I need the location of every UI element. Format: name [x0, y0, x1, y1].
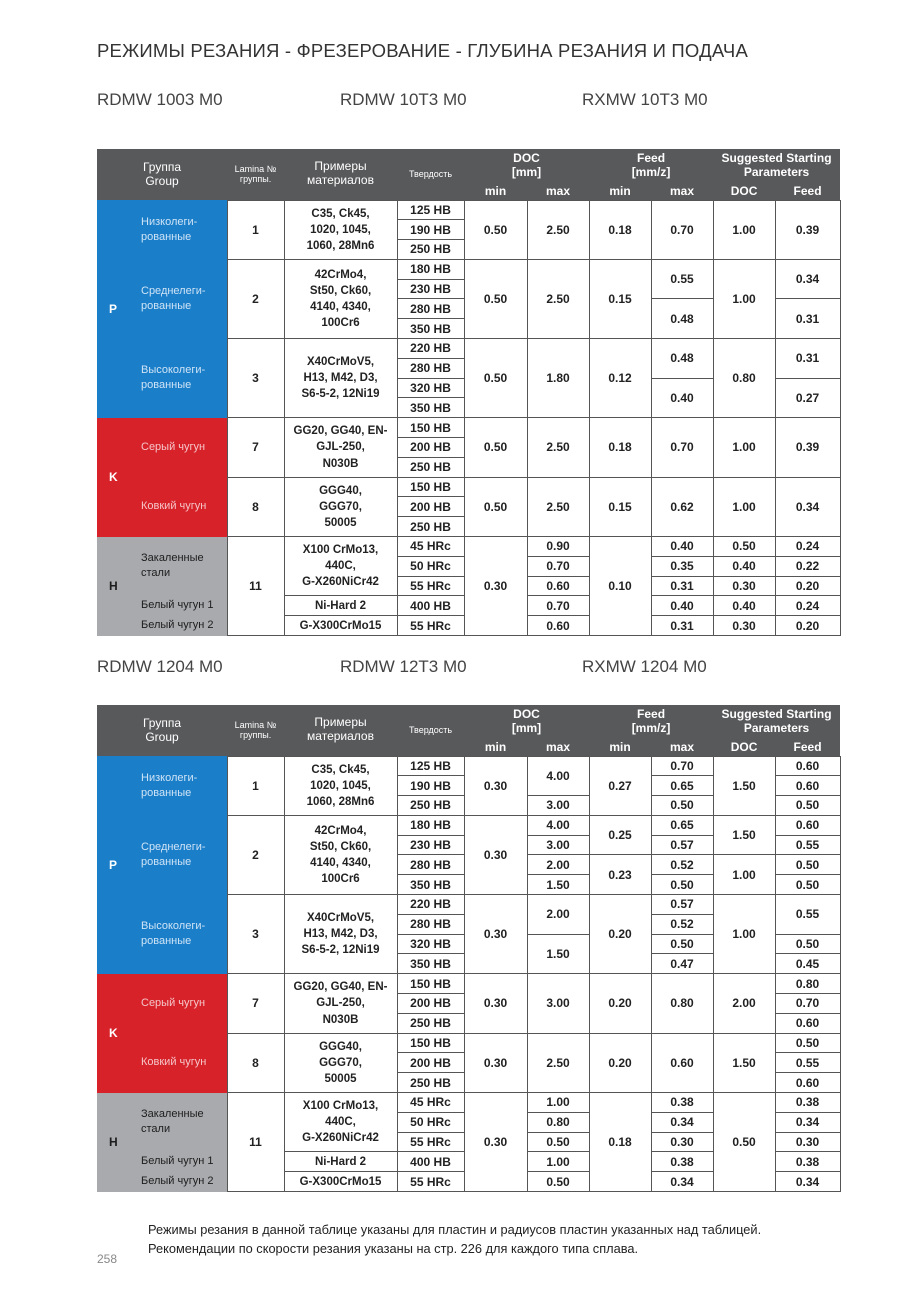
hardness: 125 HB [397, 756, 464, 776]
group-name: Закаленные стали [134, 537, 227, 596]
suggested-feed: 0.20 [775, 576, 840, 596]
suggested-doc: 0.30 [713, 576, 775, 596]
table-row [97, 537, 840, 557]
header-group: Группа Group [97, 705, 227, 756]
doc-max: 1.80 [527, 339, 589, 418]
table-row [97, 259, 840, 279]
table-row [97, 756, 840, 776]
hardness: 250 HB [397, 240, 464, 260]
group-letter: P [97, 200, 134, 418]
hardness: 280 HB [397, 299, 464, 319]
hardness: 125 HB [397, 200, 464, 220]
material-examples: G-X300CrMo15 [284, 1172, 397, 1192]
material-examples: GGG40, GGG70, 50005 [284, 477, 397, 536]
hardness: 250 HB [397, 1013, 464, 1033]
feed-min: 0.20 [589, 895, 651, 974]
group-name: Серый чугун [134, 974, 227, 1033]
lamina-number: 7 [227, 418, 284, 477]
material-examples: GG20, GG40, EN- GJL-250, N030B [284, 418, 397, 477]
lamina-number: 3 [227, 895, 284, 974]
suggested-doc: 1.00 [713, 200, 775, 259]
lamina-number: 2 [227, 259, 284, 338]
doc-min: 0.50 [464, 418, 527, 477]
suggested-feed: 0.38 [775, 1152, 840, 1172]
material-examples: X100 CrMo13, 440C, G-X260NiCr42 [284, 1093, 397, 1152]
suggested-doc: 1.00 [713, 259, 775, 338]
material-examples: 42CrMo4, St50, Ck60, 4140, 4340, 100Cr6 [284, 815, 397, 894]
header-feed: Feed [mm/z] [589, 705, 713, 739]
lamina-number: 1 [227, 756, 284, 815]
header-lamina: Lamina № группы. [227, 149, 284, 200]
hardness: 230 HB [397, 835, 464, 855]
doc-max: 0.50 [527, 1172, 589, 1192]
cutting-table-2 [97, 705, 841, 1192]
hardness: 50 HRc [397, 1112, 464, 1132]
hardness: 55 HRc [397, 576, 464, 596]
subheader-suggested-feed: Feed [775, 739, 840, 756]
suggested-feed: 0.50 [775, 796, 840, 816]
doc-max: 4.00 [527, 756, 589, 796]
doc-min: 0.50 [464, 200, 527, 259]
feed-max: 0.38 [651, 1152, 713, 1172]
material-examples: 42CrMo4, St50, Ck60, 4140, 4340, 100Cr6 [284, 259, 397, 338]
hardness: 350 HB [397, 319, 464, 339]
header-hardness: Твердость [397, 705, 464, 756]
doc-max: 1.00 [527, 1152, 589, 1172]
doc-max: 2.00 [527, 855, 589, 875]
doc-max: 2.50 [527, 1033, 589, 1092]
feed-max: 0.52 [651, 855, 713, 875]
hardness: 280 HB [397, 914, 464, 934]
subheader-feed-max: max [651, 739, 713, 756]
suggested-feed: 0.70 [775, 994, 840, 1014]
suggested-feed: 0.55 [775, 895, 840, 935]
hardness: 220 HB [397, 339, 464, 359]
suggested-feed: 0.24 [775, 537, 840, 557]
table-row [97, 339, 840, 359]
cutting-table-1 [97, 149, 841, 636]
group-name: Среднелеги- рованные [134, 259, 227, 338]
group-name: Белый чугун 1 [134, 1152, 227, 1172]
hardness: 320 HB [397, 934, 464, 954]
feed-max: 0.52 [651, 914, 713, 934]
subheader-suggested-doc: DOC [713, 739, 775, 756]
hardness: 350 HB [397, 398, 464, 418]
doc-max: 2.00 [527, 895, 589, 935]
feed-max: 0.50 [651, 875, 713, 895]
group-name: Ковкий чугун [134, 477, 227, 536]
doc-max: 0.60 [527, 576, 589, 596]
doc-max: 1.00 [527, 1093, 589, 1113]
subheader-feed-min: min [589, 739, 651, 756]
hardness: 200 HB [397, 497, 464, 517]
doc-max: 0.80 [527, 1112, 589, 1132]
group-name: Ковкий чугун [134, 1033, 227, 1092]
doc-max: 3.00 [527, 974, 589, 1033]
doc-max: 3.00 [527, 835, 589, 855]
lamina-number: 8 [227, 1033, 284, 1092]
hardness: 250 HB [397, 517, 464, 537]
suggested-feed: 0.38 [775, 1093, 840, 1113]
suggested-feed: 0.55 [775, 1053, 840, 1073]
material-examples: X40CrMoV5, H13, M42, D3, S6-5-2, 12Ni19 [284, 339, 397, 418]
doc-min: 0.30 [464, 895, 527, 974]
suggested-feed: 0.24 [775, 596, 840, 616]
hardness: 150 HB [397, 477, 464, 497]
subheader-suggested-doc: DOC [713, 183, 775, 200]
doc-max: 2.50 [527, 259, 589, 338]
lamina-number: 8 [227, 477, 284, 536]
table-row [97, 815, 840, 835]
header-feed: Feed [mm/z] [589, 149, 713, 183]
header-lamina: Lamina № группы. [227, 705, 284, 756]
hardness: 50 HRc [397, 556, 464, 576]
subheader-doc-min: min [464, 739, 527, 756]
feed-max: 0.48 [651, 299, 713, 339]
header-doc: DOC [mm] [464, 149, 589, 183]
suggested-feed: 0.30 [775, 1132, 840, 1152]
material-examples: Ni-Hard 2 [284, 596, 397, 616]
insert-code: RDMW 10T3 M0 [340, 90, 467, 109]
header-hardness: Твердость [397, 149, 464, 200]
hardness: 180 HB [397, 815, 464, 835]
material-examples: C35, Ck45, 1020, 1045, 1060, 28Mn6 [284, 756, 397, 815]
table-row [97, 477, 840, 497]
page-title: РЕЖИМЫ РЕЗАНИЯ - ФРЕЗЕРОВАНИЕ - ГЛУБИНА РЕЗАНИЯ И ПОДАЧА [97, 40, 749, 61]
feed-min: 0.20 [589, 1033, 651, 1092]
feed-max: 0.48 [651, 339, 713, 379]
suggested-doc: 1.00 [713, 895, 775, 974]
feed-max: 0.60 [651, 1033, 713, 1092]
doc-max: 3.00 [527, 796, 589, 816]
subheader-doc-max: max [527, 183, 589, 200]
lamina-number: 3 [227, 339, 284, 418]
hardness: 190 HB [397, 220, 464, 240]
group-name: Высоколеги- рованные [134, 895, 227, 974]
doc-min: 0.30 [464, 974, 527, 1033]
suggested-feed: 0.22 [775, 556, 840, 576]
suggested-feed: 0.34 [775, 259, 840, 299]
feed-min: 0.18 [589, 200, 651, 259]
suggested-feed: 0.60 [775, 1073, 840, 1093]
feed-max: 0.70 [651, 200, 713, 259]
suggested-feed: 0.34 [775, 477, 840, 536]
lamina-number: 2 [227, 815, 284, 894]
feed-max: 0.35 [651, 556, 713, 576]
doc-min: 0.50 [464, 339, 527, 418]
suggested-feed: 0.20 [775, 616, 840, 636]
feed-max: 0.30 [651, 1132, 713, 1152]
group-name: Белый чугун 1 [134, 596, 227, 616]
feed-min: 0.15 [589, 259, 651, 338]
header-doc: DOC [mm] [464, 705, 589, 739]
group-letter: P [97, 756, 134, 974]
feed-min: 0.27 [589, 756, 651, 815]
doc-min: 0.30 [464, 1093, 527, 1192]
hardness: 280 HB [397, 358, 464, 378]
suggested-feed: 0.31 [775, 299, 840, 339]
suggested-feed: 0.50 [775, 875, 840, 895]
feed-min: 0.18 [589, 1093, 651, 1192]
feed-min: 0.25 [589, 815, 651, 855]
subheader-suggested-feed: Feed [775, 183, 840, 200]
feed-max: 0.70 [651, 418, 713, 477]
material-examples: C35, Ck45, 1020, 1045, 1060, 28Mn6 [284, 200, 397, 259]
subheader-feed-max: max [651, 183, 713, 200]
suggested-feed: 0.50 [775, 934, 840, 954]
material-examples: G-X300CrMo15 [284, 616, 397, 636]
table-row [97, 1033, 840, 1053]
doc-max: 2.50 [527, 477, 589, 536]
suggested-doc: 1.50 [713, 1033, 775, 1092]
group-name: Низколеги- рованные [134, 756, 227, 815]
feed-max: 0.80 [651, 974, 713, 1033]
feed-max: 0.40 [651, 378, 713, 418]
group-name: Высоколеги- рованные [134, 339, 227, 418]
hardness: 320 HB [397, 378, 464, 398]
insert-code: RXMW 1204 M0 [582, 657, 707, 676]
hardness: 200 HB [397, 438, 464, 458]
suggested-feed: 0.31 [775, 339, 840, 379]
group-name: Низколеги- рованные [134, 200, 227, 259]
suggested-doc: 1.00 [713, 418, 775, 477]
hardness: 150 HB [397, 1033, 464, 1053]
feed-min: 0.23 [589, 855, 651, 895]
group-name: Серый чугун [134, 418, 227, 477]
hardness: 45 HRc [397, 1093, 464, 1113]
suggested-feed: 0.60 [775, 756, 840, 776]
feed-max: 0.31 [651, 616, 713, 636]
feed-min: 0.18 [589, 418, 651, 477]
hardness: 400 HB [397, 1152, 464, 1172]
suggested-feed: 0.55 [775, 835, 840, 855]
suggested-feed: 0.50 [775, 855, 840, 875]
doc-min: 0.30 [464, 1033, 527, 1092]
material-examples: GGG40, GGG70, 50005 [284, 1033, 397, 1092]
lamina-number: 11 [227, 1093, 284, 1192]
footnote-line: Рекомендации по скорости резания указаны на стр. 226 для каждого типа сплава. [148, 1241, 639, 1256]
hardness: 200 HB [397, 994, 464, 1014]
group-letter: H [97, 537, 134, 636]
insert-code: RDMW 12T3 M0 [340, 657, 467, 676]
hardness: 350 HB [397, 954, 464, 974]
doc-max: 2.50 [527, 418, 589, 477]
suggested-doc: 0.40 [713, 556, 775, 576]
hardness: 180 HB [397, 259, 464, 279]
doc-max: 0.60 [527, 616, 589, 636]
hardness: 220 HB [397, 895, 464, 915]
feed-min: 0.10 [589, 537, 651, 636]
feed-max: 0.55 [651, 259, 713, 299]
material-examples: X100 CrMo13, 440C, G-X260NiCr42 [284, 537, 397, 596]
insert-code: RXMW 10T3 M0 [582, 90, 708, 109]
feed-min: 0.12 [589, 339, 651, 418]
hardness: 55 HRc [397, 616, 464, 636]
group-name: Закаленные стали [134, 1093, 227, 1152]
suggested-doc: 0.50 [713, 537, 775, 557]
suggested-doc: 0.40 [713, 596, 775, 616]
feed-max: 0.50 [651, 934, 713, 954]
footnote-line: Режимы резания в данной таблице указаны для пластин и радиусов пластин указанных над таблицей. [148, 1222, 762, 1237]
feed-max: 0.34 [651, 1112, 713, 1132]
group-letter: K [97, 418, 134, 537]
suggested-doc: 1.00 [713, 477, 775, 536]
material-examples: X40CrMoV5, H13, M42, D3, S6-5-2, 12Ni19 [284, 895, 397, 974]
subheader-doc-max: max [527, 739, 589, 756]
insert-code: RDMW 1204 M0 [97, 657, 223, 676]
hardness: 280 HB [397, 855, 464, 875]
hardness: 400 HB [397, 596, 464, 616]
hardness: 250 HB [397, 796, 464, 816]
table-row [97, 974, 840, 994]
subheader-doc-min: min [464, 183, 527, 200]
suggested-doc: 0.30 [713, 616, 775, 636]
footnote [148, 1220, 761, 1258]
group-letter: H [97, 1093, 134, 1192]
hardness: 55 HRc [397, 1172, 464, 1192]
lamina-number: 11 [227, 537, 284, 636]
lamina-number: 1 [227, 200, 284, 259]
doc-max: 2.50 [527, 200, 589, 259]
feed-max: 0.65 [651, 776, 713, 796]
subheader-feed-min: min [589, 183, 651, 200]
suggested-doc: 1.50 [713, 756, 775, 815]
material-examples: GG20, GG40, EN- GJL-250, N030B [284, 974, 397, 1033]
suggested-doc: 0.50 [713, 1093, 775, 1192]
doc-max: 0.70 [527, 556, 589, 576]
feed-min: 0.20 [589, 974, 651, 1033]
suggested-feed: 0.50 [775, 1033, 840, 1053]
feed-max: 0.47 [651, 954, 713, 974]
doc-min: 0.30 [464, 537, 527, 636]
hardness: 250 HB [397, 1073, 464, 1093]
feed-max: 0.31 [651, 576, 713, 596]
doc-min: 0.30 [464, 756, 527, 815]
suggested-doc: 1.00 [713, 855, 775, 895]
feed-max: 0.40 [651, 537, 713, 557]
feed-max: 0.38 [651, 1093, 713, 1113]
doc-max: 0.90 [527, 537, 589, 557]
suggested-feed: 0.60 [775, 776, 840, 796]
doc-max: 4.00 [527, 815, 589, 835]
feed-min: 0.15 [589, 477, 651, 536]
doc-max: 1.50 [527, 934, 589, 974]
suggested-feed: 0.34 [775, 1112, 840, 1132]
feed-max: 0.50 [651, 796, 713, 816]
doc-max: 0.70 [527, 596, 589, 616]
hardness: 55 HRc [397, 1132, 464, 1152]
feed-max: 0.70 [651, 756, 713, 776]
doc-max: 0.50 [527, 1132, 589, 1152]
hardness: 150 HB [397, 974, 464, 994]
suggested-feed: 0.39 [775, 200, 840, 259]
hardness: 230 HB [397, 279, 464, 299]
hardness: 200 HB [397, 1053, 464, 1073]
suggested-feed: 0.60 [775, 1013, 840, 1033]
insert-code: RDMW 1003 M0 [97, 90, 223, 109]
hardness: 190 HB [397, 776, 464, 796]
material-examples: Ni-Hard 2 [284, 1152, 397, 1172]
group-name: Белый чугун 2 [134, 616, 227, 636]
group-name: Среднелеги- рованные [134, 815, 227, 894]
header-examples: Примеры материалов [284, 149, 397, 200]
header-suggested: Suggested Starting Parameters [713, 705, 840, 739]
hardness: 150 HB [397, 418, 464, 438]
suggested-feed: 0.45 [775, 954, 840, 974]
suggested-doc: 1.50 [713, 815, 775, 855]
group-letter: K [97, 974, 134, 1093]
suggested-doc: 0.80 [713, 339, 775, 418]
doc-min: 0.30 [464, 815, 527, 894]
group-name: Белый чугун 2 [134, 1172, 227, 1192]
suggested-feed: 0.80 [775, 974, 840, 994]
feed-max: 0.57 [651, 835, 713, 855]
lamina-number: 7 [227, 974, 284, 1033]
page-number: 258 [97, 1252, 118, 1266]
feed-max: 0.40 [651, 596, 713, 616]
doc-max: 1.50 [527, 875, 589, 895]
suggested-feed: 0.27 [775, 378, 840, 418]
feed-max: 0.65 [651, 815, 713, 835]
table-row [97, 895, 840, 915]
suggested-feed: 0.60 [775, 815, 840, 835]
suggested-feed: 0.39 [775, 418, 840, 477]
suggested-doc: 2.00 [713, 974, 775, 1033]
doc-min: 0.50 [464, 477, 527, 536]
header-examples: Примеры материалов [284, 705, 397, 756]
hardness: 250 HB [397, 457, 464, 477]
hardness: 350 HB [397, 875, 464, 895]
feed-max: 0.62 [651, 477, 713, 536]
table-row [97, 200, 840, 220]
doc-min: 0.50 [464, 259, 527, 338]
header-suggested: Suggested Starting Parameters [713, 149, 840, 183]
table-row [97, 418, 840, 438]
suggested-feed: 0.34 [775, 1172, 840, 1192]
feed-max: 0.34 [651, 1172, 713, 1192]
table-row [97, 1093, 840, 1113]
feed-max: 0.57 [651, 895, 713, 915]
header-group: Группа Group [97, 149, 227, 200]
hardness: 45 HRc [397, 537, 464, 557]
